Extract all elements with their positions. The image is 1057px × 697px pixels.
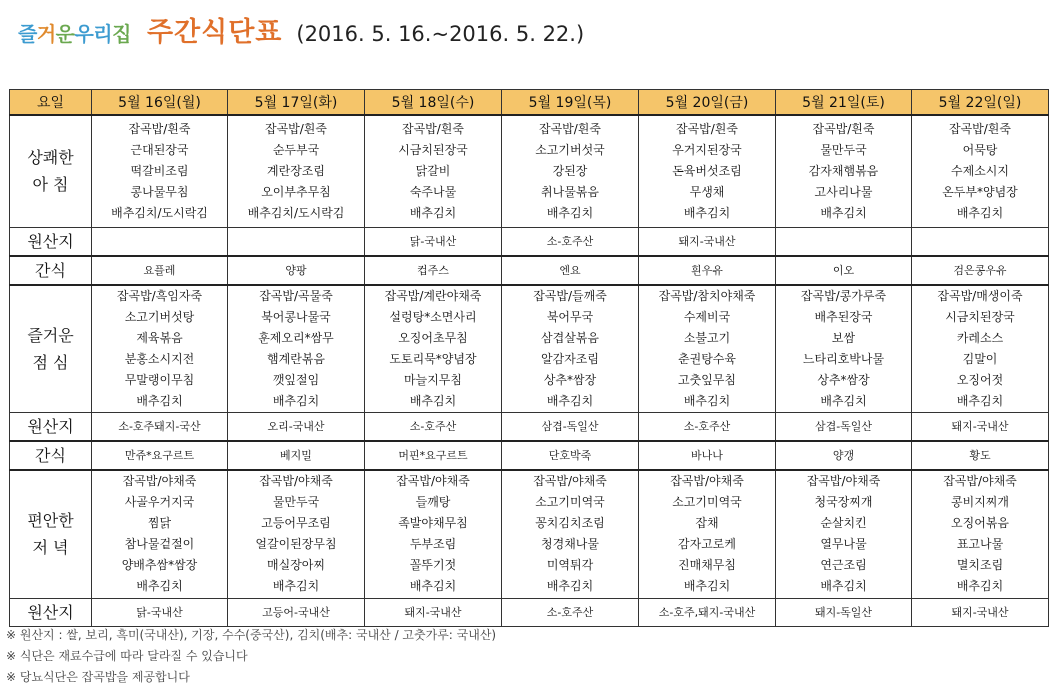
menu-item: 연근조림 [820,558,867,573]
menu-item: 물만두국 [820,142,867,157]
menu-item: 양배추쌈*쌈장 [121,558,198,573]
menu-item: 돈육버섯조림 [672,163,742,178]
menu-cell [365,115,502,227]
menu-item: 잡곡밥/매생이죽 [937,288,1023,303]
menu-cell [776,115,912,227]
origin-cell: 오리-국내산 [228,413,365,442]
snack-cell: 양갱 [776,441,912,470]
origin-row-breakfast [10,227,1049,256]
menu-cell [639,285,776,413]
menu-item: 취나물볶음 [541,184,599,199]
snack-pm-row [10,441,1049,470]
menu-item: 분홍소시지전 [124,351,195,366]
origin-cell: 돼지-국내산 [912,598,1049,626]
menu-item: 배추김치 [546,579,594,594]
menu-item: 오징어볶음 [951,516,1009,531]
menu-item: 소고기버섯국 [535,142,605,157]
menu-item: 어묵탕 [962,142,998,157]
menu-item: 족발야채무침 [398,516,468,531]
page-title: 주간식단표 [146,17,283,48]
meal-label-line: 점 심 [32,352,69,372]
menu-item: 감자고로케 [678,537,736,552]
menu-cell [776,285,912,413]
menu-item: 김말이 [962,351,998,366]
menu-cell [639,115,776,227]
date-range: (2016. 5. 16.~2016. 5. 22.) [296,22,585,46]
meal-label-breakfast [10,115,92,227]
menu-item: 강된장 [552,163,588,178]
menu-item: 시금치된장국 [945,309,1015,324]
menu-cell [912,115,1049,227]
origin-label: 원산지 [10,227,92,256]
origin-cell: 돼지-독일산 [776,598,912,626]
origin-cell: 소-호주산 [502,227,639,256]
menu-item: 미역튀각 [546,558,594,573]
menu-item: 배추김치 [546,205,594,220]
menu-item: 북어무국 [546,309,594,324]
menu-cell [776,470,912,598]
snack-cell: 검은콩우유 [912,256,1049,285]
menu-item: 소고기버섯탕 [124,309,195,324]
menu-item: 콩비지찌개 [951,495,1009,510]
day-header: 5월 22일(일) [912,90,1049,116]
menu-item: 떡갈비조림 [130,163,189,178]
menu-item: 배추김치/도시락김 [111,205,208,220]
menu-item: 잡곡밥/흰죽 [812,121,875,136]
menu-item: 표고나물 [956,537,1004,552]
logo-char: 거 [36,22,56,46]
menu-item: 훈제오리*쌈무 [258,330,334,345]
menu-item: 설렁탕*소면사리 [389,309,477,324]
menu-item: 제육볶음 [136,330,183,345]
origin-cell: 돼지-국내산 [365,598,502,626]
menu-cell [92,115,228,227]
menu-item: 닭갈비 [415,163,451,178]
menu-item: 고춧잎무침 [678,372,736,387]
menu-cell [502,285,639,413]
menu-item: 잡곡밥/흰죽 [401,121,464,136]
menu-item: 춘권탕수육 [678,351,736,366]
menu-item: 오이부추무침 [261,184,331,199]
menu-item: 배추김치 [683,205,731,220]
menu-item: 배추김치 [409,205,457,220]
menu-item: 잡곡밥/흰죽 [538,121,601,136]
menu-item: 들깨탕 [415,495,451,510]
origin-cell [92,227,228,256]
menu-item: 사골우거지국 [124,495,195,510]
menu-item: 참나물겉절이 [124,537,195,552]
menu-item: 느타리호박나물 [802,351,885,366]
snack-cell: 양팡 [228,256,365,285]
day-header: 5월 19일(목) [502,90,639,116]
menu-item: 꽁치김치조림 [535,516,605,531]
snack-cell: 흰우유 [639,256,776,285]
footnote: ※ 식단은 재료수급에 따라 달라질 수 있습니다 [6,649,248,663]
menu-item: 북어콩나물국 [261,309,331,324]
menu-item: 순두부국 [272,142,320,157]
origin-cell [912,227,1049,256]
menu-item: 알감자조림 [541,351,599,366]
snack-cell: 컵주스 [365,256,502,285]
menu-item: 배추김치 [956,579,1004,594]
menu-item: 배추김치 [409,393,457,408]
origin-cell: 닭-국내산 [365,227,502,256]
day-header-label: 요일 [10,90,92,116]
menu-item: 배추김치 [956,205,1004,220]
menu-item: 잡곡밥/곡물죽 [259,288,333,303]
origin-cell: 삼겹-독일산 [502,413,639,442]
menu-item: 잡곡밥/들깨죽 [533,288,607,303]
menu-item: 잡곡밥/흰죽 [675,121,738,136]
menu-item: 소고기미역국 [672,495,742,510]
menu-cell [92,285,228,413]
menu-cell [912,285,1049,413]
meal-label-line: 편안한 [27,511,74,531]
origin-cell: 소-호주산 [639,413,776,442]
origin-cell: 소-호주돼지-국산 [92,413,228,442]
origin-cell: 소-호주산 [365,413,502,442]
menu-item: 배추김치 [820,205,867,220]
menu-item: 배추김치 [409,579,457,594]
menu-item: 배추된장국 [814,309,873,324]
menu-item: 배추김치 [820,579,867,594]
menu-item: 물만두국 [272,495,320,510]
origin-cell: 돼지-국내산 [639,227,776,256]
menu-cell [502,470,639,598]
logo [18,18,131,47]
menu-item: 배추김치 [272,393,320,408]
snack-label: 간식 [10,256,92,285]
menu-item: 무말랭이무침 [124,372,195,387]
origin-cell: 삼겹-독일산 [776,413,912,442]
meal-label-line: 아 침 [32,175,69,195]
origin-label: 원산지 [10,413,92,442]
menu-item: 잡곡밥/흑임자죽 [116,288,203,303]
snack-cell: 엔요 [502,256,639,285]
meal-label-lunch [10,285,92,413]
menu-item: 잡곡밥/야채죽 [533,474,607,489]
footnote: ※ 당뇨식단은 잡곡밥을 제공합니다 [6,670,190,684]
menu-item: 우거지된장국 [672,142,742,157]
menu-cell [228,115,365,227]
breakfast-row [10,115,1049,227]
menu-item: 오징어젓 [956,372,1004,387]
meal-label-line: 저 녁 [32,538,69,558]
snack-cell: 이오 [776,256,912,285]
menu-item: 잡곡밥/흰죽 [948,121,1011,136]
menu-item: 계란장조림 [267,163,325,178]
origin-row-dinner [10,598,1049,626]
menu-item: 삼겹살볶음 [541,330,599,345]
menu-item: 수제소시지 [951,163,1009,178]
day-header-row [10,90,1049,116]
menu-item: 배추김치 [546,393,594,408]
menu-item: 오징어초무침 [398,330,468,345]
menu-item: 배추김치 [683,393,731,408]
snack-cell: 황도 [912,441,1049,470]
menu-cell [228,470,365,598]
menu-item: 꼴뚜기젓 [409,558,457,573]
logo-char: 운 [55,22,75,46]
menu-item: 배추김치 [683,579,731,594]
menu-item: 도토리묵*양념장 [389,351,477,366]
menu-item: 두부조림 [409,537,457,552]
menu-item: 잡곡밥/야채죽 [670,474,744,489]
menu-item: 배추김치 [136,393,183,408]
menu-cell [228,285,365,413]
menu-item: 매실장아찌 [267,558,325,573]
menu-item: 배추김치 [820,393,867,408]
snack-cell: 만쥬*요구르트 [92,441,228,470]
menu-item: 카레소스 [956,330,1004,345]
origin-label: 원산지 [10,598,92,626]
origin-cell [228,227,365,256]
origin-cell: 소-호주산 [502,598,639,626]
menu-item: 진매채무침 [678,558,736,573]
menu-item: 찜닭 [147,516,172,531]
snack-am-row [10,256,1049,285]
menu-item: 콩나물무침 [130,184,189,199]
menu-item: 배추김치 [272,579,320,594]
origin-row-lunch [10,413,1049,442]
day-header: 5월 20일(금) [639,90,776,116]
menu-item: 시금치된장국 [398,142,468,157]
menu-item: 순살치킨 [820,516,867,531]
snack-cell: 머핀*요구르트 [365,441,502,470]
menu-item: 소불고기 [683,330,731,345]
menu-item: 보쌈 [831,330,856,345]
menu-item: 햄계란볶음 [267,351,325,366]
menu-cell [912,470,1049,598]
logo-char: 우리 [74,22,113,46]
menu-item: 근대된장국 [130,142,189,157]
menu-item: 잡곡밥/흰죽 [128,121,191,136]
origin-cell: 닭-국내산 [92,598,228,626]
menu-item: 소고기미역국 [535,495,605,510]
menu-item: 배추김치 [136,579,183,594]
origin-cell [776,227,912,256]
page-header [18,10,584,50]
menu-body [10,115,1049,626]
menu-item: 무생채 [689,184,725,199]
snack-cell: 바나나 [639,441,776,470]
menu-cell [502,115,639,227]
dinner-row [10,470,1049,598]
menu-item: 잡곡밥/야채죽 [943,474,1017,489]
origin-cell: 돼지-국내산 [912,413,1049,442]
menu-item: 청경채나물 [541,537,599,552]
menu-cell [639,470,776,598]
menu-item: 잡곡밥/계란야채죽 [384,288,482,303]
meal-label-line: 상쾌한 [27,148,74,168]
menu-item: 온두부*양념장 [942,184,1018,199]
menu-cell [92,470,228,598]
menu-item: 배추김치/도시락김 [247,205,345,220]
menu-item: 멸치조림 [956,558,1004,573]
lunch-row [10,285,1049,413]
menu-item: 잡곡밥/참치야채죽 [658,288,756,303]
snack-cell: 베지밀 [228,441,365,470]
day-header: 5월 21일(토) [776,90,912,116]
meal-label-line: 즐거운 [27,325,74,345]
menu-item: 잡채 [695,516,719,531]
day-header: 5월 17일(화) [228,90,365,116]
menu-item: 깻잎절임 [272,372,320,387]
origin-cell: 고등어-국내산 [228,598,365,626]
menu-item: 고등어무조림 [261,516,331,531]
snack-cell: 요플레 [92,256,228,285]
menu-item: 잡곡밥/야채죽 [259,474,333,489]
snack-cell: 단호박죽 [502,441,639,470]
day-header: 5월 16일(월) [92,90,228,116]
menu-item: 배추김치 [956,393,1004,408]
menu-item: 상추*쌈장 [543,372,597,387]
menu-item: 상추*쌈장 [817,372,870,387]
origin-cell: 소-호주,돼지-국내산 [639,598,776,626]
menu-item: 잡곡밥/흰죽 [264,121,327,136]
menu-item: 고사리나물 [814,184,873,199]
menu-item: 잡곡밥/야채죽 [396,474,470,489]
footnotes [6,625,496,688]
menu-cell [365,470,502,598]
logo-char: 즐 [18,22,37,46]
menu-cell [365,285,502,413]
menu-item: 마늘지무침 [404,372,462,387]
menu-item: 잡곡밥/야채죽 [806,474,881,489]
menu-item: 열무나물 [820,537,867,552]
meal-label-dinner [10,470,92,598]
snack-label: 간식 [10,441,92,470]
menu-item: 감자채햄볶음 [808,163,879,178]
weekly-menu-table [9,89,1049,627]
menu-item: 수제비국 [683,309,731,324]
menu-item: 청국장찌개 [814,495,873,510]
logo-char: 집 [112,22,131,46]
menu-item: 잡곡밥/콩가루죽 [800,288,887,303]
footnote: ※ 원산지 : 쌀, 보리, 흑미(국내산), 기장, 수수(중국산), 김치(배추: 국내산 / 고춧가루: 국내산) [6,628,497,642]
day-header: 5월 18일(수) [365,90,502,116]
menu-item: 얼갈이된장무침 [255,537,337,552]
menu-item: 숙주나물 [409,184,457,199]
menu-item: 잡곡밥/야채죽 [122,474,197,489]
